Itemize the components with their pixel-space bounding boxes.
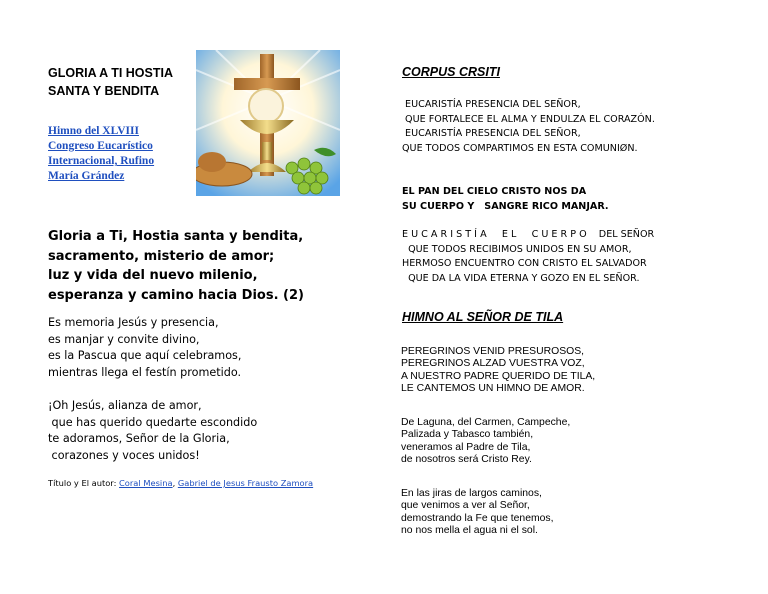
verse-line: QUE TODOS COMPARTIMOS EN ESTA COMUNIØN. xyxy=(402,142,638,154)
verse-line: PEREGRINOS ALZAD VUESTRA VOZ, xyxy=(401,358,585,370)
verse-line: QUE TODOS RECIBIMOS UNIDOS EN SU AMOR, xyxy=(402,243,632,255)
verse-line: Es memoria Jesús y presencia, xyxy=(48,316,219,329)
eucharist-image xyxy=(196,50,340,196)
tila-stanza-3 xyxy=(401,488,554,538)
hymn-link-line[interactable]: Internacional, Rufino xyxy=(48,155,155,167)
hymn-link-line[interactable]: María Grández xyxy=(48,170,125,182)
verse-line: sacramento, misterio de amor; xyxy=(48,248,275,264)
verse-line: De Laguna, del Carmen, Campeche, xyxy=(401,417,571,428)
verse-line: QUE FORTALECE EL ALMA Y ENDULZA EL CORAZÓN. xyxy=(402,113,655,125)
corpus-stanza-3 xyxy=(402,228,654,286)
credit-prefix: Título y El autor: xyxy=(48,478,120,488)
verse-line: no nos mella el agua ni el sol. xyxy=(401,525,538,537)
verse-line: que has querido quedarte escondido xyxy=(48,415,258,429)
verse-line: corazones y voces unidos! xyxy=(48,448,200,462)
verse-line: EUCARISTÍA PRESENCIA DEL SEÑOR, xyxy=(402,99,581,110)
stanza-chorus xyxy=(48,227,304,305)
eucharist-cross-chalice-icon xyxy=(196,50,340,196)
verse-line: EL PAN DEL CIELO CRISTO NOS DA xyxy=(402,186,587,197)
verse-line: Palizada y Tabasco también, xyxy=(401,429,534,441)
credit-separator: , xyxy=(172,478,178,488)
verse-line: SU CUERPO Y SANGRE RICO MANJAR. xyxy=(402,200,609,212)
hymn-link-line[interactable]: Himno del XLVIII xyxy=(48,125,139,137)
verse-line: es la Pascua que aquí celebramos, xyxy=(48,349,242,363)
verse-line: veneramos al Padre de Tila, xyxy=(401,441,531,453)
corpus-stanza-2 xyxy=(402,185,609,214)
credit-link-author[interactable]: Gabriel de Jesus Frausto Zamora xyxy=(177,478,314,488)
verse-line: demostrando la Fe que tenemos, xyxy=(401,512,554,524)
tila-stanza-1 xyxy=(401,346,595,396)
credit-link-coral-mesina[interactable]: Coral Mesina xyxy=(119,478,173,488)
verse-line: mientras llega el festín prometido. xyxy=(48,365,242,379)
verse-line: de nosotros será Cristo Rey. xyxy=(401,454,532,466)
verse-line: A NUESTRO PADRE QUERIDO DE TILA, xyxy=(401,370,596,382)
verse-line: luz y vida del nuevo milenio, xyxy=(48,268,258,283)
heading-himno-tila: HIMNO AL SEÑOR DE TILA xyxy=(402,310,564,324)
stanza-3 xyxy=(48,398,257,464)
corpus-stanza-1 xyxy=(402,98,655,156)
verse-line: QUE DA LA VIDA ETERNA Y GOZO EN EL SEÑOR. xyxy=(402,272,640,284)
heading-corpus-christi: CORPUS CRSITI xyxy=(402,65,500,79)
verse-line: PEREGRINOS VENID PRESUROSOS, xyxy=(401,346,585,357)
hymn-title xyxy=(48,64,173,100)
verse-line: LE CANTEMOS UN HIMNO DE AMOR. xyxy=(401,383,585,395)
verse-line: E U C A R I S T Í A E L C U E R P O DEL SEÑOR xyxy=(402,229,655,240)
title-line: SANTA Y BENDITA xyxy=(48,84,160,98)
hymn-link-line[interactable]: Congreso Eucarístico xyxy=(48,140,153,152)
verse-line: EUCARISTÍA PRESENCIA DEL SEÑOR, xyxy=(402,128,581,139)
credit-line xyxy=(48,478,313,488)
verse-line: HERMOSO ENCUENTRO CON CRISTO EL SALVADOR xyxy=(402,258,647,269)
title-line: GLORIA A TI HOSTIA xyxy=(48,66,173,80)
verse-line: que venimos a ver al Señor, xyxy=(401,500,530,512)
verse-line: En las jiras de largos caminos, xyxy=(401,488,542,499)
hymn-source-link[interactable] xyxy=(48,124,154,184)
verse-line: es manjar y convite divino, xyxy=(48,332,200,346)
verse-line: Gloria a Ti, Hostia santa y bendita, xyxy=(48,229,304,244)
tila-stanza-2 xyxy=(401,417,570,467)
verse-line: esperanza y camino hacia Dios. (2) xyxy=(48,287,304,303)
stanza-2 xyxy=(48,315,241,381)
verse-line: ¡Oh Jesús, alianza de amor, xyxy=(48,399,202,412)
verse-line: te adoramos, Señor de la Gloria, xyxy=(48,432,230,446)
